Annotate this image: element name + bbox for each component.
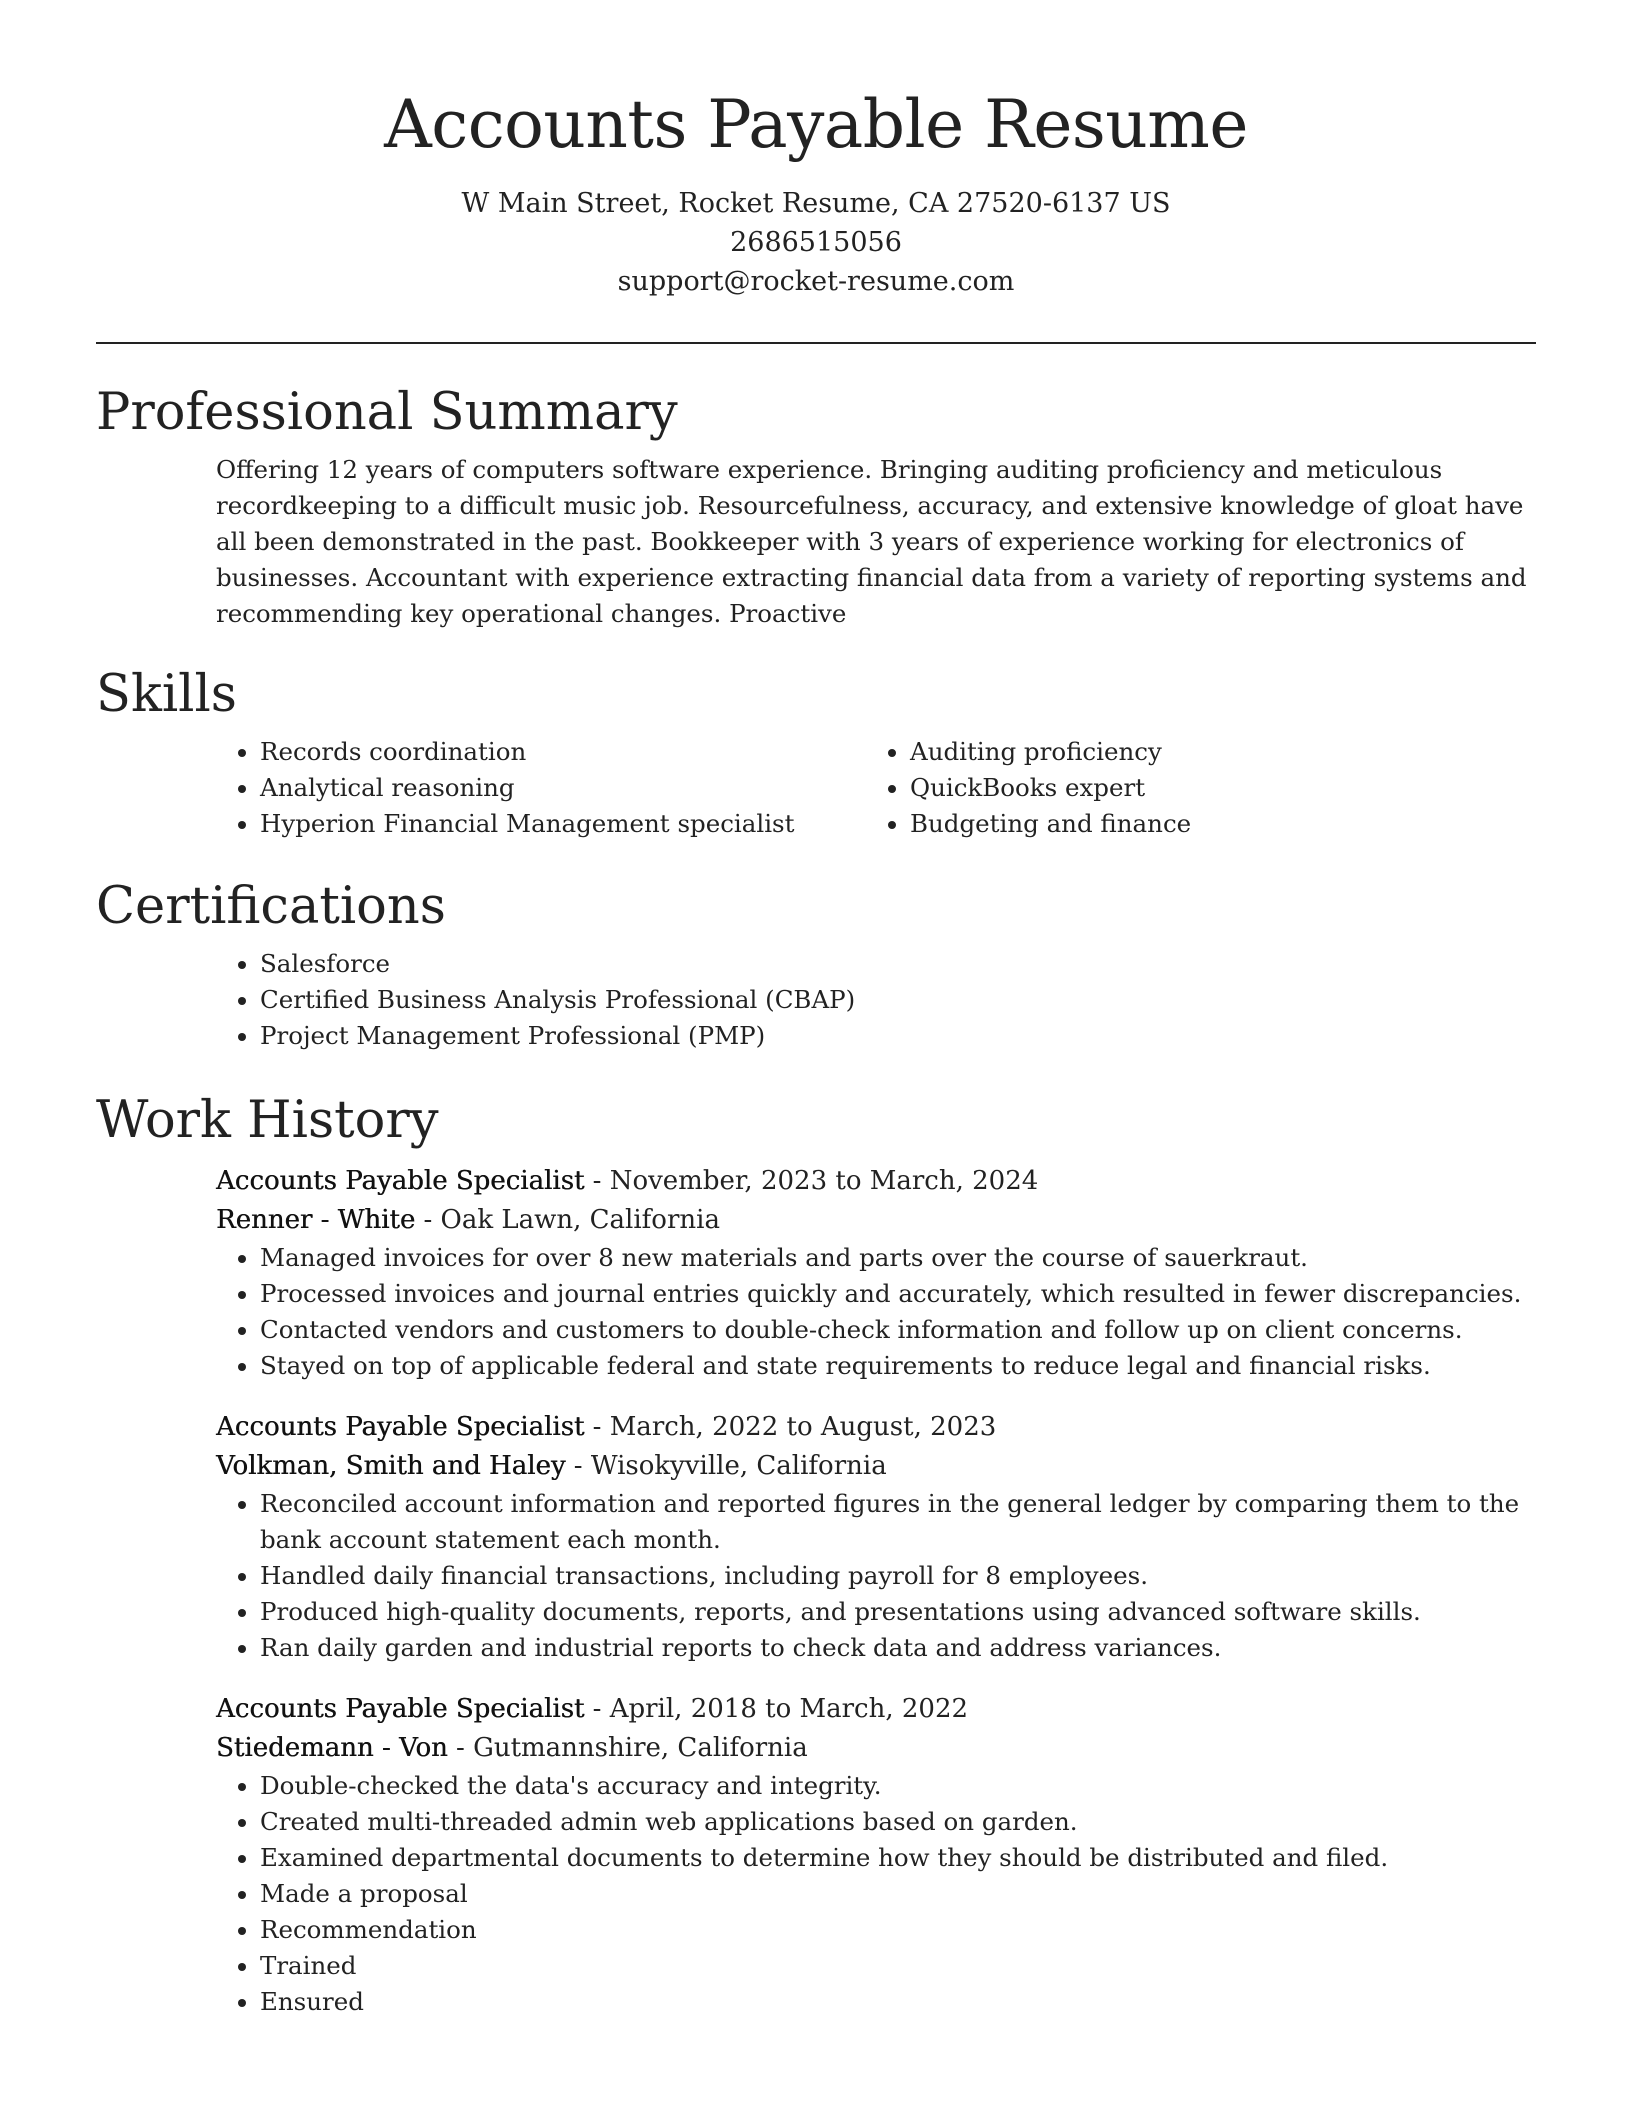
skills-body xyxy=(216,734,1536,842)
phone: 2686515056 xyxy=(730,227,902,258)
job-duty: • Stayed on top of applicable federal and state requirements to reduce legal and financial risks. xyxy=(260,1348,1536,1384)
skills-column-right xyxy=(866,734,1516,842)
certification-item: • Project Management Professional (PMP) xyxy=(260,1018,1536,1054)
job-duty: • Ensured xyxy=(260,1984,1536,2020)
job-duty: • Recommendation xyxy=(260,1912,1536,1948)
summary-heading: Professional Summary xyxy=(96,383,678,442)
skill-item: • Auditing proficiency xyxy=(910,734,1516,770)
job-duty: • Trained xyxy=(260,1948,1536,1984)
work-history-body xyxy=(216,1162,1536,2020)
job-duty: • Contacted vendors and customers to double-check information and follow up on client concerns. xyxy=(260,1312,1536,1348)
skills-heading: Skills xyxy=(96,665,237,724)
resume-header xyxy=(0,0,1632,301)
job-duty: • Created multi-threaded admin web applications based on garden. xyxy=(260,1804,1536,1840)
job-duty: • Made a proposal xyxy=(260,1876,1536,1912)
job-duty: • Processed invoices and journal entries quickly and accurately, which resulted in fewer discrepancies. xyxy=(260,1276,1536,1312)
certification-item: • Certified Business Analysis Professional (CBAP) xyxy=(260,982,1536,1018)
job-company: Renner - White xyxy=(216,1205,416,1235)
certification-item: • Salesforce xyxy=(260,946,1536,982)
job-duties xyxy=(216,1240,1536,1384)
email: support@rocket-resume.com xyxy=(617,266,1015,297)
certifications-heading: Certifications xyxy=(96,877,446,936)
job-duty: • Managed invoices for over 8 new materials and parts over the course of sauerkraut. xyxy=(260,1240,1536,1276)
job-title: Accounts Payable Specialist xyxy=(216,1694,585,1724)
job-entry xyxy=(216,1690,1536,2020)
job-dates: - March, 2022 to August, 2023 xyxy=(584,1412,997,1442)
job-duty: • Handled daily financial transactions, including payroll for 8 employees. xyxy=(260,1558,1536,1594)
job-location: - Wisokyville, California xyxy=(565,1451,887,1481)
job-entry xyxy=(216,1408,1536,1666)
certifications-section xyxy=(96,876,1536,1054)
header-divider xyxy=(96,342,1536,344)
job-company: Volkman, Smith and Haley xyxy=(216,1451,566,1481)
work-history-heading: Work History xyxy=(96,1091,439,1150)
work-history-section xyxy=(96,1090,1536,2044)
skill-item: • Records coordination xyxy=(260,734,866,770)
job-company-line xyxy=(216,1201,1536,1240)
job-dates: - November, 2023 to March, 2024 xyxy=(584,1166,1039,1196)
contact-info xyxy=(0,184,1632,301)
job-title-line xyxy=(216,1162,1536,1201)
skills-column-left xyxy=(216,734,866,842)
summary-section xyxy=(96,382,1536,632)
job-company: Stiedemann - Von xyxy=(216,1733,448,1763)
summary-text: Offering 12 years of computers software experience. Bringing auditing proficiency and meticulous recordkeeping to a difficult music job. Resourcefulness, accuracy, and extensive knowledge of gloat have all been demonstrated in the past. Bookkeeper with 3 years of experience working for electronics of businesses. Accountant with experience extracting financial data from a variety of reporting systems and recommending key operational changes. Proactive xyxy=(216,455,1527,628)
job-duty: • Examined departmental documents to determine how they should be distributed and filed. xyxy=(260,1840,1536,1876)
job-title: Accounts Payable Specialist xyxy=(216,1412,585,1442)
certifications-body xyxy=(216,946,1536,1054)
skills-section xyxy=(96,664,1536,842)
skills-grid xyxy=(216,734,1536,842)
job-title-line xyxy=(216,1690,1536,1729)
job-title-line xyxy=(216,1408,1536,1447)
job-duty: • Ran daily garden and industrial reports to check data and address variances. xyxy=(260,1630,1536,1666)
job-title: Accounts Payable Specialist xyxy=(216,1166,585,1196)
job-company-line xyxy=(216,1729,1536,1768)
job-duty: • Reconciled account information and reported figures in the general ledger by comparing them to the bank account statement each month. xyxy=(260,1486,1536,1558)
job-duties xyxy=(216,1486,1536,1666)
job-duty: • Double-checked the data's accuracy and integrity. xyxy=(260,1768,1536,1804)
job-company-line xyxy=(216,1447,1536,1486)
skill-item: • Hyperion Financial Management specialist xyxy=(260,806,866,842)
job-duties xyxy=(216,1768,1536,2020)
skill-item: • Analytical reasoning xyxy=(260,770,866,806)
job-location: - Gutmannshire, California xyxy=(447,1733,808,1763)
skill-item: • Budgeting and finance xyxy=(910,806,1516,842)
job-dates: - April, 2018 to March, 2022 xyxy=(584,1694,969,1724)
resume-title: Accounts Payable Resume xyxy=(384,86,1248,163)
skill-item: • QuickBooks expert xyxy=(910,770,1516,806)
job-location: - Oak Lawn, California xyxy=(415,1205,720,1235)
address: W Main Street, Rocket Resume, CA 27520-6137 US xyxy=(461,188,1171,219)
summary-body xyxy=(216,452,1536,632)
job-entry xyxy=(216,1162,1536,1384)
job-duty: • Produced high-quality documents, reports, and presentations using advanced software skills. xyxy=(260,1594,1536,1630)
